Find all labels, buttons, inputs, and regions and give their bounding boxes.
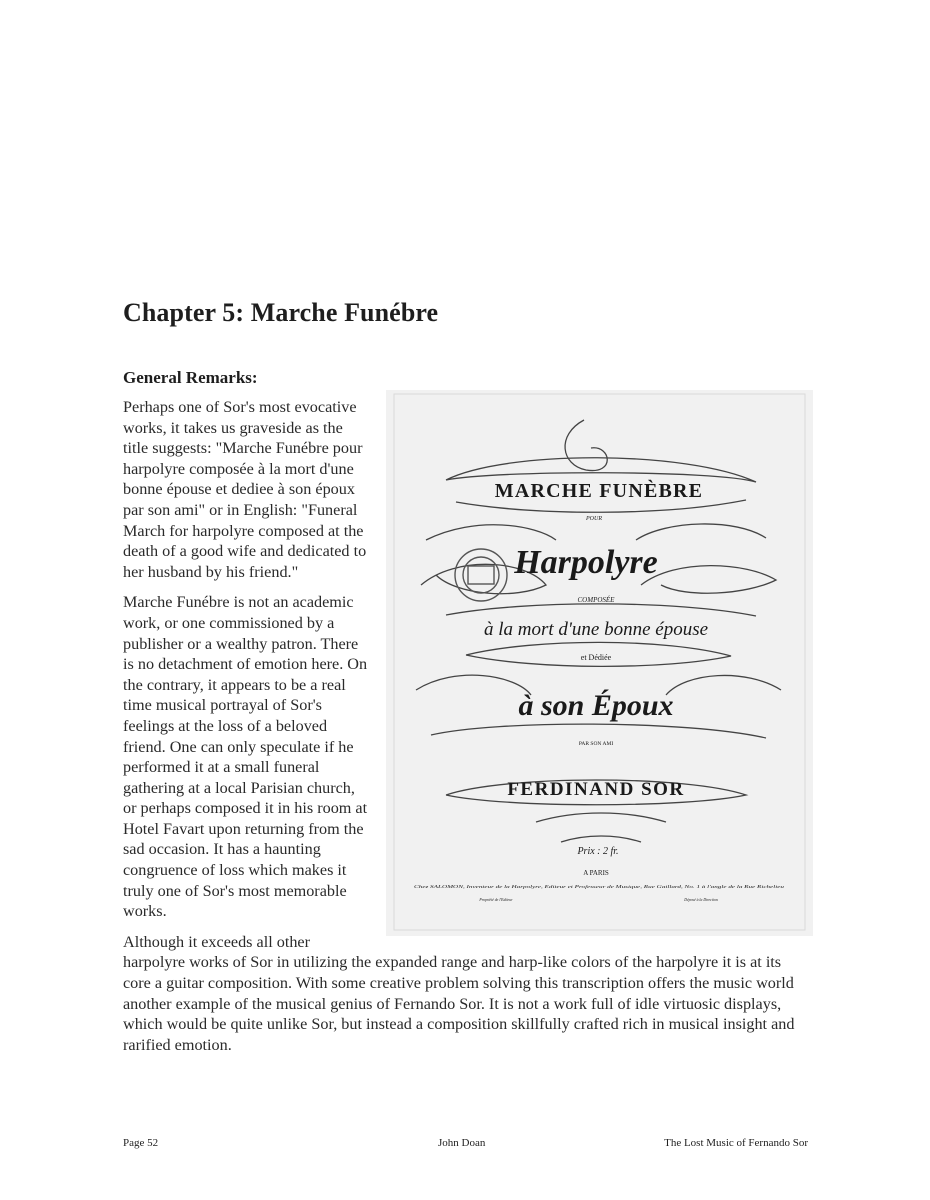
footer-author: John Doan (438, 1137, 486, 1149)
title-page-compose: COMPOSÉE (577, 596, 615, 604)
title-page-a-son-epoux: à son Époux (518, 689, 674, 722)
body-text (123, 397, 809, 1065)
footer-page-number: Page 52 (123, 1137, 159, 1149)
paragraph-context: Marche Funébre is not an academic work, or one commissioned by a publisher or a wealthy patron. There is no detachment of emotion here. On the contrary, it appears to be a real time musical portrayal of Sor's feelings at the loss of a beloved friend. One can only speculate if he performed it at a small funeral gathering at a local Parisian church, or perhaps composed it in his room at Hotel Favart upon returning from the sad occasion. It has a haunting congruence of loss which makes it truly one of Sor's most memorable works. (123, 593, 368, 921)
title-page-image (386, 390, 813, 936)
title-page-city: A PARIS (583, 869, 609, 877)
chapter-title: Chapter 5: Marche Funébre (123, 298, 439, 327)
paragraph-conclusion: Although it exceeds all other harpolyre works of Sor in utilizing the expanded range and harp-like colors of the harpolyre it is at its core a guitar composition. With some creative problem solving this transcription offers the music world another example of the musical genius of Fernando Sor. It is not a work full of idle virtuosic displays, which would be quite unlike Sor, but instead a composition skillfully crafted rich in musical insight and rarified emotion. (123, 932, 795, 1054)
title-page-et-dediee: et Dédiée (580, 653, 612, 662)
title-page-par-son-ami: PAR SON AMI (578, 741, 614, 747)
title-page-title: MARCHE FUNÈBRE (494, 480, 704, 502)
title-page-dedication: à la mort d'une bonne épouse (483, 619, 709, 640)
title-page-price: Prix : 2 fr. (577, 846, 619, 857)
section-heading: General Remarks: (123, 368, 258, 387)
paragraph-intro: Perhaps one of Sor's most evocative works, it takes us graveside as the title suggests: "Marche Funébre pour harpolyre composée à la mort d'une bonne épouse et dediee à son époux par son ami" or in English: "Funeral March for harpolyre composed at the death of a good wife and dedicated to her husband by his friend." (123, 398, 367, 581)
title-page-instrument: Harpolyre (514, 544, 658, 581)
title-page-publisher: Chez SALOMON, Inventeur de la Harpolyre, Editeur et Professeur de Musique, Rue Gaillard, No. 1 à l'angle de la Rue Richelieu (414, 884, 653, 889)
title-page-property-left: Propriété de l'Editeur (479, 898, 513, 902)
title-page-property-right: Déposé à la Direction (684, 898, 718, 902)
title-page-composer: FERDINAND SOR (507, 779, 685, 800)
footer-book-title: The Lost Music of Fernando Sor (664, 1137, 808, 1149)
title-page-pour: POUR (586, 516, 602, 522)
